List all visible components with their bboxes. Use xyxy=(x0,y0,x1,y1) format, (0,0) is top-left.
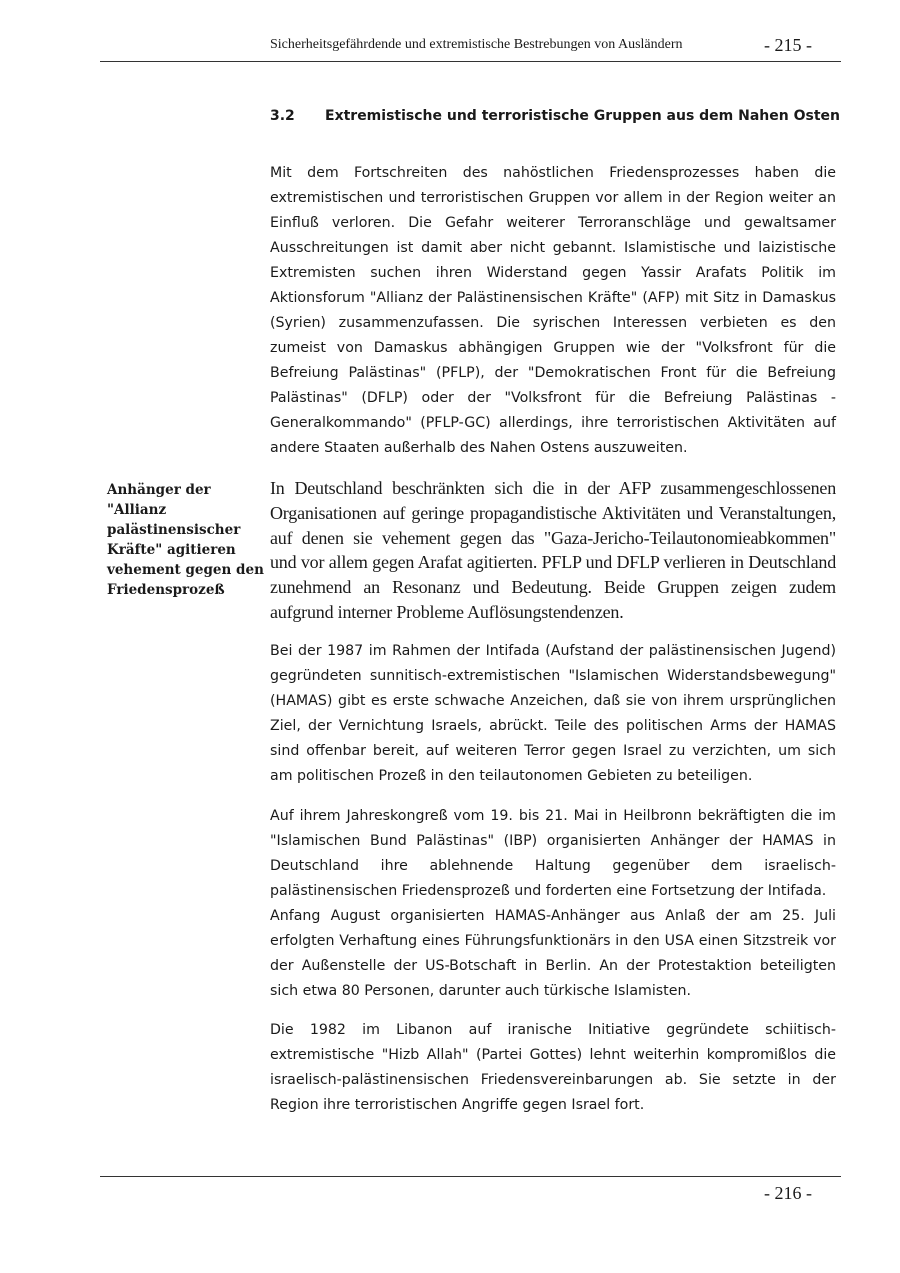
paragraph-4: Auf ihrem Jahreskongreß vom 19. bis 21. Mai in Heilbronn bekräftigten die im "Islamischen Bund Palästinas" (IBP) organisierten Anhänger der HAMAS in Deutschland ihre ablehnende Haltung gegenüber dem israelisch-palästinensischen Friedensprozeß und forderten eine Fortsetzung der Intifada. xyxy=(270,808,836,899)
section-number: 3.2 xyxy=(270,108,295,124)
paragraph-3: Bei der 1987 im Rahmen der Intifada (Aufstand der palästinensischen Jugend) gegründeten sunnitisch-extremistischen "Islamischen Widerstandsbewegung" (HAMAS) gibt es erste schwache Anzeichen, daß sie von ihrem ursprünglichen Ziel, der Vernichtung Israels, abrückt. Teile des politischen Arms der HAMAS sind offenbar bereit, auf weiteren Terror gegen Israel zu verzichten, um sich am politischen Prozeß in den teilautonomen Gebieten zu beteiligen. xyxy=(270,643,836,784)
page-number-top: - 215 - xyxy=(764,35,812,55)
paragraph-6: Die 1982 im Libanon auf iranische Initiative gegründete schiitisch-extremistische "Hizb Allah" (Partei Gottes) lehnt weiterhin kompromißlos die israelisch-palästinensischen Friedensvereinbarungen ab. Sie setzte in der Region ihre terroristischen Angriffe gegen Israel fort. xyxy=(270,1022,836,1113)
paragraph-2: In Deutschland beschränkten sich die in der AFP zusammengeschlossenen Organisationen auf geringe propagandistische Aktivitäten und Veranstaltungen, auf denen sie vehement gegen das "Gaza-Jericho-Teilautonomieabkommen" und vor allem gegen Arafat agitierten. PFLP und DFLP verlieren in Deutschland zunehmend an Resonanz und Bedeutung. Beide Gruppen zeigen zudem aufgrund interner Probleme Auflösungstendenzen. xyxy=(270,478,836,622)
page-number-bottom: - 216 - xyxy=(764,1183,812,1203)
paragraph-5: Anfang August organisierten HAMAS-Anhänger aus Anlaß der am 25. Juli erfolgten Verhaftung eines Führungsfunktionärs in den USA einen Sitzstreik vor der Außenstelle der US-Botschaft in Berlin. An der Protestaktion beteiligten sich etwa 80 Personen, darunter auch türkische Islamisten. xyxy=(270,908,836,999)
footer-rule xyxy=(100,1176,841,1177)
paragraph-1: Mit dem Fortschreiten des nahöstlichen Friedensprozesses haben die extremistischen und terroristischen Gruppen vor allem in der Region weiter an Einfluß verloren. Die Gefahr weiterer Terroranschläge und gewaltsamer Ausschreitungen ist damit aber nicht gebannt. Islamistische und laizistische Extremisten suchen ihren Widerstand gegen Yassir Arafats Politik im Aktionsforum "Allianz der Palästinensischen Kräfte" (AFP) mit Sitz in Damaskus (Syrien) zusammenzufassen. Die syrischen Interessen verbieten es den zumeist von Damaskus abhängigen Gruppen wie der "Volksfront für die Befreiung Palästinas" (PFLP), der "Demokratischen Front für die Befreiung Palästinas" (DFLP) oder der "Volksfront für die Befreiung Palästinas - Generalkommando" (PFLP-GC) allerdings, ihre terroristischen Aktivitäten auf andere Staaten außerhalb des Nahen Ostens auszuweiten. xyxy=(270,165,836,456)
header-rule xyxy=(100,61,841,62)
margin-note: Anhänger der "Allianz palästinensischer Kräfte" agitieren vehement gegen den Friedensprozeß xyxy=(107,482,264,598)
section-heading xyxy=(270,108,840,124)
section-title: Extremistische und terroristische Gruppen aus dem Nahen Osten xyxy=(325,108,840,124)
running-header-title: Sicherheitsgefährdende und extremistische Bestrebungen von Ausländern xyxy=(270,37,683,52)
